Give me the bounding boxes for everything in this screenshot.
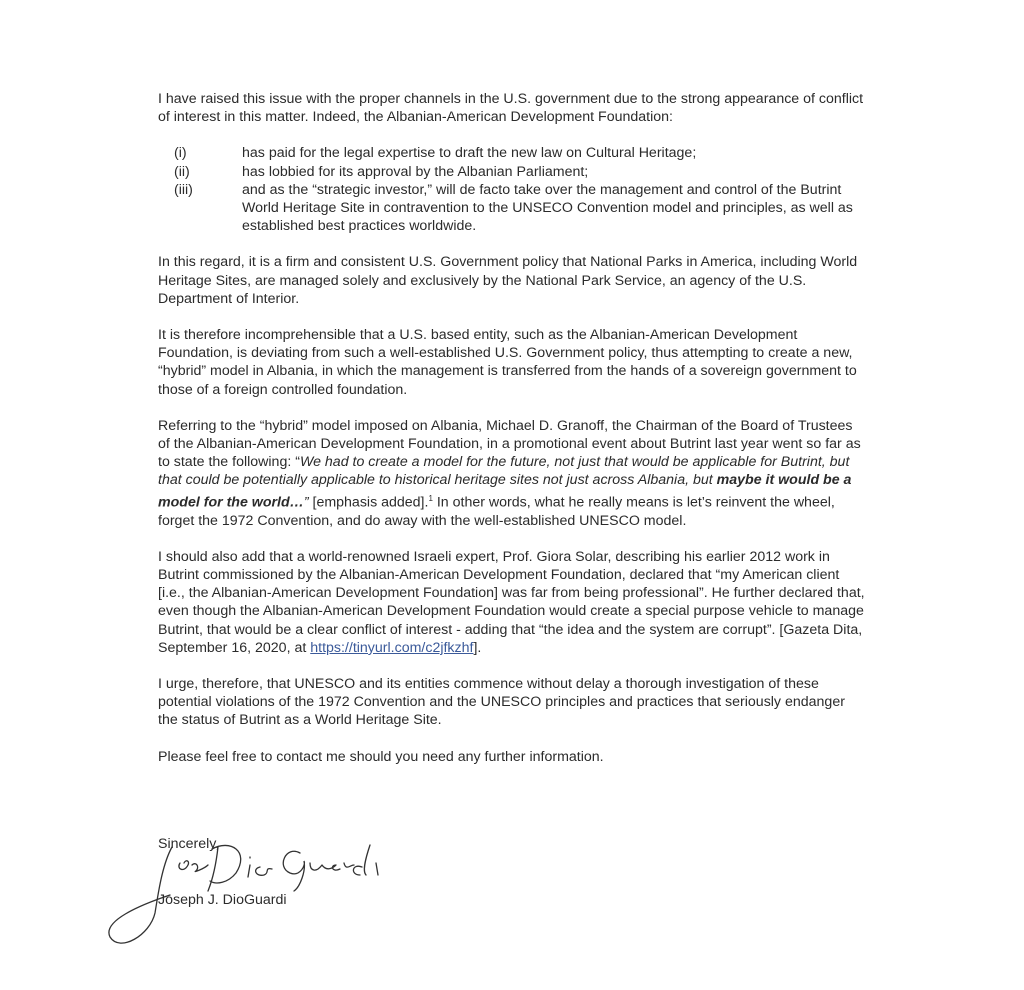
quote-lead: Referring to the “hybrid” model imposed on Albania, Michael D. Granoff, the Chairman of the Board of Trustees of the Albanian-American Development Foundation, in a promotional event about Butrint last year went so far as to state the following: “ xyxy=(158,417,861,471)
list-number: (i) xyxy=(174,145,187,162)
list-text: has paid for the legal expertise to draft the new law on Cultural Heritage; xyxy=(242,145,697,162)
list-item xyxy=(174,144,868,162)
numbered-list xyxy=(174,144,868,235)
closing: Sincerely, xyxy=(158,836,220,852)
list-item xyxy=(174,181,868,236)
paragraph-contact: Please feel free to contact me should you need any further information. xyxy=(158,748,604,765)
solar-tail: ]. xyxy=(473,639,482,656)
paragraph-intro: I have raised this issue with the proper channels in the U.S. government due to the strong appearance of conflict of interest in this matter. Indeed, the Albanian-American Development Foundation: xyxy=(158,91,864,126)
paragraph-solar xyxy=(158,548,868,657)
list-text: and as the “strategic investor,” will de facto take over the management and control of the Butrint World Heritage Site in contravention to the UNSECO Convention model and principles, as well as established best practices worldwide. xyxy=(242,181,853,235)
paragraph-granoff-quote xyxy=(158,417,868,530)
list-number: (ii) xyxy=(174,163,190,180)
paragraph-hybrid-model: It is therefore incomprehensible that a U.S. based entity, such as the Albanian-American Development Foundation, is deviating from such a well-established U.S. Government policy, thus attempting to create a new, “hybrid” model in Albania, in which the management is transferred from the hands of a sovereign government to those of a foreign controlled foundation. xyxy=(158,327,857,398)
quote-end: ” xyxy=(303,494,309,511)
paragraph-policy: In this regard, it is a firm and consistent U.S. Government policy that National Parks in America, including World Heritage Sites, are managed solely and exclusively by the National Park Service, an agency of the U.S. Department of Interior. xyxy=(158,254,858,307)
footnote-marker: 1 xyxy=(428,493,433,503)
signature-icon xyxy=(100,825,420,955)
emphasis-note: [emphasis added]. xyxy=(308,494,429,511)
quote-bold: maybe it would be a model for the world… xyxy=(158,472,852,511)
signature-name: Joseph J. DioGuardi xyxy=(158,892,287,908)
solar-text: I should also add that a world-renowned Israeli expert, Prof. Giora Solar, describing his earlier 2012 work in Butrint commissioned by the Albanian-American Development Foundation, declared that “my American client [i.e., the Albanian-American Development Foundation] was far from being professional”. He further declared that, even though the Albanian-American Development Foundation would create a special purpose vehicle to manage Butrint, that would be a clear conflict of interest - adding that “the idea and the system are corrupt”. [Gazeta Dita, September 16, 2020, at xyxy=(158,548,865,656)
quote-tail: In other words, what he really means is let’s reinvent the wheel, forget the 1972 Convention, and do away with the well-established UNESCO model. xyxy=(158,494,835,529)
quote-italic: We had to create a model for the future, not just that would be applicable for Butrint, but that could be potentially applicable to historical heritage sites not just across Albania, but xyxy=(158,454,850,489)
paragraph-urge: I urge, therefore, that UNESCO and its entities commence without delay a thorough investigation of these potential violations of the 1972 Convention and the UNESCO principles and practices that seriously endanger the status of Butrint as a World Heritage Site. xyxy=(158,676,845,729)
tinyurl-link[interactable]: https://tinyurl.com/c2jfkzhf xyxy=(310,639,474,656)
list-item xyxy=(174,163,868,181)
list-text: has lobbied for its approval by the Albanian Parliament; xyxy=(242,163,589,180)
list-number: (iii) xyxy=(174,181,193,198)
letter-body xyxy=(158,90,868,784)
